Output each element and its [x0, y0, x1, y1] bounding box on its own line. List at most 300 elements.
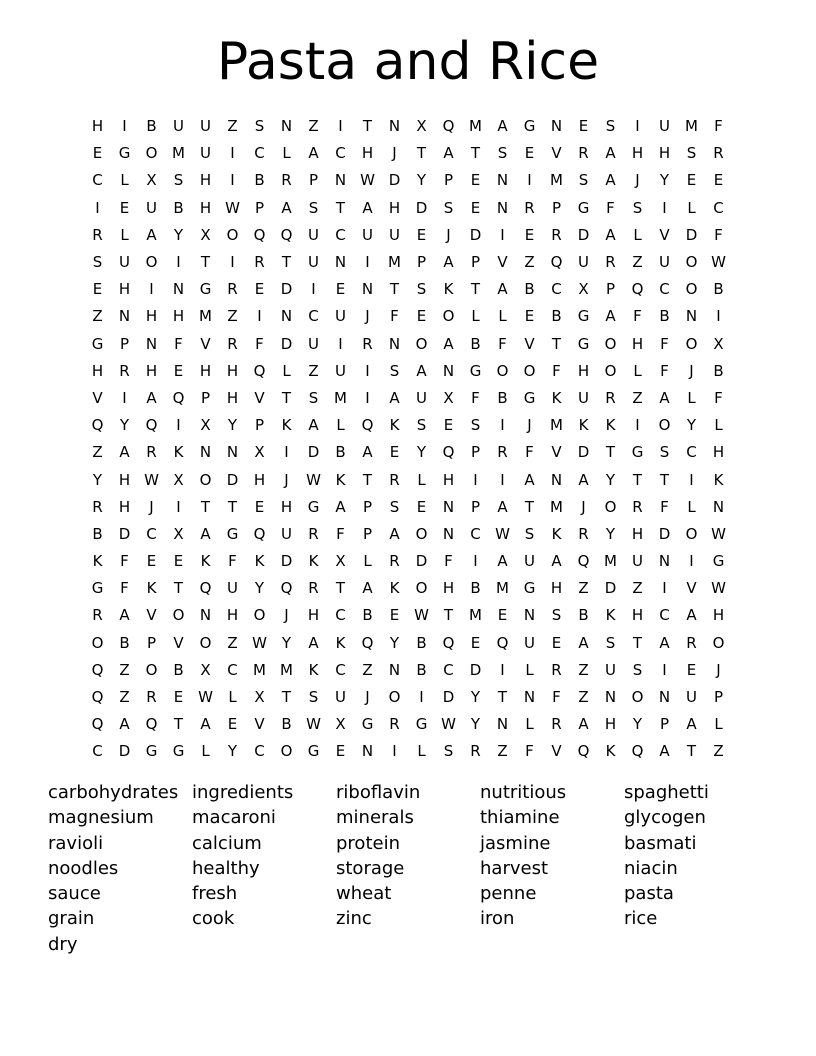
grid-letter: A	[443, 334, 454, 353]
grid-letter: K	[551, 388, 562, 407]
grid-letter: Q	[631, 742, 644, 761]
grid-letter: R	[389, 552, 400, 571]
grid-letter: K	[335, 470, 346, 489]
word-list-item: ingredients	[192, 782, 294, 803]
grid-letter: I	[149, 280, 154, 299]
grid-letter: N	[550, 117, 563, 136]
grid-letter: X	[578, 280, 589, 299]
word-search-grid	[84, 113, 732, 766]
grid-letter: E	[146, 552, 157, 571]
grid-letter: I	[662, 198, 667, 217]
grid-letter: U	[659, 253, 670, 272]
grid-letter: D	[415, 198, 428, 217]
grid-letter: B	[335, 443, 346, 462]
grid-letter: S	[389, 361, 400, 380]
grid-letter: C	[308, 307, 319, 326]
grid-letter: R	[389, 715, 400, 734]
grid-letter: F	[228, 552, 237, 571]
grid-letter: X	[200, 416, 211, 435]
grid-letter: I	[365, 253, 370, 272]
grid-letter: R	[686, 633, 697, 652]
grid-letter: Y	[92, 470, 103, 489]
grid-letter: G	[91, 334, 104, 353]
grid-letter: A	[524, 470, 535, 489]
grid-letter: Y	[281, 633, 292, 652]
grid-letter: M	[469, 117, 482, 136]
grid-letter: H	[145, 307, 158, 326]
grid-letter: J	[284, 606, 289, 625]
grid-letter: O	[145, 144, 158, 163]
grid-letter: E	[686, 171, 697, 190]
grid-letter: U	[335, 361, 346, 380]
grid-letter: O	[658, 416, 671, 435]
grid-letter: I	[230, 253, 235, 272]
grid-letter: T	[281, 388, 292, 407]
grid-letter: I	[419, 688, 424, 707]
grid-letter: E	[227, 715, 238, 734]
grid-letter: R	[92, 606, 103, 625]
grid-row	[84, 249, 732, 276]
grid-letter: J	[365, 307, 370, 326]
grid-letter: F	[120, 552, 129, 571]
grid-letter: T	[200, 497, 211, 516]
grid-row	[84, 521, 732, 548]
grid-letter: L	[120, 171, 129, 190]
grid-letter: L	[687, 497, 696, 516]
grid-letter: S	[173, 171, 184, 190]
grid-letter: O	[442, 307, 455, 326]
grid-letter: A	[389, 388, 400, 407]
grid-letter: P	[254, 198, 265, 217]
grid-letter: U	[389, 225, 400, 244]
grid-letter: I	[257, 307, 262, 326]
grid-letter: A	[389, 524, 400, 543]
grid-letter: C	[713, 198, 724, 217]
grid-letter: A	[119, 443, 130, 462]
grid-letter: Z	[524, 253, 535, 272]
grid-letter: I	[311, 280, 316, 299]
grid-letter: H	[118, 280, 131, 299]
grid-letter: H	[631, 606, 644, 625]
grid-letter: Q	[91, 715, 104, 734]
word-list-item: grain	[48, 908, 95, 930]
word-list-item: macaroni	[192, 807, 276, 829]
grid-letter: T	[659, 470, 670, 489]
grid-letter: U	[227, 579, 238, 598]
grid-letter: H	[631, 144, 644, 163]
grid-letter: M	[685, 117, 698, 136]
grid-letter: I	[365, 388, 370, 407]
grid-letter: R	[362, 334, 373, 353]
grid-letter: A	[362, 198, 373, 217]
grid-letter: B	[119, 633, 130, 652]
grid-letter: G	[577, 334, 590, 353]
grid-letter: H	[226, 361, 239, 380]
grid-letter: C	[443, 660, 454, 679]
grid-letter: G	[307, 742, 320, 761]
grid-letter: H	[712, 443, 725, 462]
grid-letter: T	[605, 443, 616, 462]
grid-letter: N	[199, 443, 212, 462]
grid-letter: O	[604, 334, 617, 353]
grid-row	[84, 140, 732, 167]
grid-letter: W	[306, 715, 321, 734]
grid-letter: P	[200, 388, 211, 407]
grid-letter: V	[173, 633, 184, 652]
grid-letter: X	[335, 552, 346, 571]
grid-letter: L	[633, 225, 642, 244]
grid-letter: U	[686, 688, 697, 707]
grid-letter: F	[552, 361, 561, 380]
grid-letter: V	[146, 606, 157, 625]
grid-letter: W	[198, 688, 213, 707]
grid-letter: R	[92, 497, 103, 516]
grid-letter: P	[416, 253, 427, 272]
grid-letter: D	[118, 524, 131, 543]
grid-row	[84, 358, 732, 385]
grid-letter: I	[122, 388, 127, 407]
grid-letter: I	[284, 443, 289, 462]
word-list-item: niacin	[624, 857, 678, 879]
grid-letter: R	[605, 253, 616, 272]
grid-letter: N	[523, 688, 536, 707]
grid-letter: H	[361, 144, 374, 163]
word-list-item: pasta	[624, 883, 674, 905]
grid-letter: Q	[577, 742, 590, 761]
grid-letter: I	[500, 416, 505, 435]
grid-letter: S	[686, 144, 697, 163]
grid-letter: E	[443, 416, 454, 435]
grid-letter: E	[173, 361, 184, 380]
grid-letter: H	[280, 497, 293, 516]
grid-letter: R	[713, 144, 724, 163]
grid-letter: A	[308, 416, 319, 435]
grid-letter: N	[658, 552, 671, 571]
grid-letter: B	[659, 307, 670, 326]
grid-letter: A	[686, 715, 697, 734]
grid-letter: N	[388, 660, 401, 679]
grid-letter: N	[388, 117, 401, 136]
grid-row	[84, 494, 732, 521]
grid-letter: H	[307, 606, 320, 625]
grid-letter: C	[335, 144, 346, 163]
word-list	[48, 780, 788, 957]
grid-letter: T	[335, 579, 346, 598]
grid-letter: G	[523, 579, 536, 598]
grid-letter: G	[523, 388, 536, 407]
grid-letter: L	[714, 416, 723, 435]
grid-letter: M	[550, 497, 563, 516]
grid-letter: V	[254, 715, 265, 734]
grid-letter: D	[226, 470, 239, 489]
grid-letter: N	[550, 470, 563, 489]
grid-letter: R	[632, 497, 643, 516]
grid-letter: O	[199, 470, 212, 489]
grid-letter: O	[415, 579, 428, 598]
grid-letter: R	[308, 579, 319, 598]
grid-letter: A	[497, 117, 508, 136]
grid-letter: U	[632, 552, 643, 571]
grid-letter: Q	[361, 633, 374, 652]
grid-letter: Y	[605, 524, 616, 543]
grid-letter: C	[335, 606, 346, 625]
grid-letter: H	[550, 579, 563, 598]
grid-letter: P	[443, 171, 454, 190]
grid-letter: O	[415, 334, 428, 353]
grid-letter: N	[280, 117, 293, 136]
grid-letter: S	[308, 388, 319, 407]
grid-letter: C	[335, 225, 346, 244]
grid-letter: N	[523, 606, 536, 625]
grid-letter: E	[173, 688, 184, 707]
grid-letter: U	[308, 225, 319, 244]
word-list-item: nutritious	[480, 782, 567, 803]
grid-letter: A	[605, 171, 616, 190]
grid-letter: R	[227, 280, 238, 299]
grid-letter: O	[145, 660, 158, 679]
grid-letter: N	[496, 715, 509, 734]
word-list-item: wheat	[336, 883, 392, 905]
grid-letter: S	[416, 280, 427, 299]
grid-letter: F	[660, 361, 669, 380]
word-list-item: calcium	[192, 832, 262, 854]
grid-letter: N	[199, 606, 212, 625]
grid-letter: A	[443, 253, 454, 272]
grid-letter: S	[605, 633, 616, 652]
grid-letter: F	[498, 334, 507, 353]
grid-letter: A	[200, 715, 211, 734]
grid-letter: Y	[605, 470, 616, 489]
grid-letter: O	[604, 497, 617, 516]
grid-letter: N	[496, 198, 509, 217]
grid-letter: S	[605, 117, 616, 136]
grid-letter: I	[365, 361, 370, 380]
grid-letter: I	[338, 334, 343, 353]
grid-letter: A	[497, 280, 508, 299]
grid-letter: H	[226, 388, 239, 407]
grid-letter: G	[469, 361, 482, 380]
grid-letter: W	[252, 633, 267, 652]
grid-letter: D	[658, 524, 671, 543]
grid-letter: X	[146, 171, 157, 190]
word-list-item: thiamine	[480, 807, 560, 829]
grid-letter: G	[631, 443, 644, 462]
grid-letter: V	[524, 334, 535, 353]
grid-letter: U	[524, 633, 535, 652]
grid-letter: U	[335, 307, 346, 326]
word-list-item: noodles	[48, 857, 119, 879]
grid-letter: O	[523, 361, 536, 380]
page-title: Pasta and Rice	[216, 32, 600, 92]
grid-letter: V	[92, 388, 103, 407]
grid-letter: E	[254, 280, 265, 299]
grid-letter: H	[388, 198, 401, 217]
grid-letter: Z	[497, 742, 508, 761]
grid-letter: F	[525, 443, 534, 462]
grid-letter: P	[146, 633, 157, 652]
grid-letter: L	[201, 742, 210, 761]
grid-letter: Z	[578, 660, 589, 679]
grid-letter: A	[497, 497, 508, 516]
grid-letter: Q	[172, 388, 185, 407]
grid-letter: P	[308, 171, 319, 190]
grid-letter: R	[308, 524, 319, 543]
grid-letter: A	[497, 552, 508, 571]
grid-letter: N	[145, 334, 158, 353]
grid-letter: P	[362, 524, 373, 543]
grid-row	[84, 684, 732, 711]
grid-letter: E	[713, 171, 724, 190]
grid-letter: P	[362, 497, 373, 516]
grid-letter: Z	[632, 253, 643, 272]
grid-letter: Z	[92, 443, 103, 462]
grid-letter: U	[173, 117, 184, 136]
grid-letter: H	[712, 606, 725, 625]
grid-letter: L	[525, 660, 534, 679]
grid-letter: B	[713, 361, 724, 380]
grid-letter: T	[632, 633, 643, 652]
grid-letter: B	[713, 280, 724, 299]
grid-letter: U	[605, 660, 616, 679]
grid-letter: V	[686, 579, 697, 598]
grid-letter: Z	[227, 117, 238, 136]
grid-letter: T	[362, 470, 373, 489]
word-list-item: glycogen	[624, 807, 706, 829]
grid-letter: L	[687, 388, 696, 407]
grid-letter: J	[527, 416, 532, 435]
grid-letter: K	[146, 579, 157, 598]
grid-letter: Y	[632, 715, 643, 734]
grid-letter: X	[173, 470, 184, 489]
grid-letter: R	[146, 443, 157, 462]
grid-letter: B	[254, 171, 265, 190]
grid-letter: K	[389, 416, 400, 435]
grid-letter: D	[604, 579, 617, 598]
grid-letter: P	[470, 443, 481, 462]
grid-letter: E	[92, 144, 103, 163]
grid-letter: Z	[578, 688, 589, 707]
grid-letter: I	[662, 660, 667, 679]
grid-letter: K	[308, 552, 319, 571]
grid-letter: L	[417, 742, 426, 761]
grid-letter: V	[497, 253, 508, 272]
grid-letter: P	[713, 688, 724, 707]
grid-letter: W	[711, 524, 726, 543]
grid-letter: A	[659, 633, 670, 652]
grid-letter: W	[144, 470, 159, 489]
grid-letter: H	[577, 361, 590, 380]
grid-letter: K	[281, 416, 292, 435]
grid-letter: H	[442, 470, 455, 489]
grid-letter: W	[441, 715, 456, 734]
grid-letter: R	[470, 742, 481, 761]
grid-letter: C	[335, 660, 346, 679]
grid-letter: V	[254, 388, 265, 407]
grid-letter: N	[226, 443, 239, 462]
grid-letter: B	[146, 117, 157, 136]
grid-letter: N	[361, 280, 374, 299]
grid-letter: F	[471, 388, 480, 407]
grid-letter: I	[635, 117, 640, 136]
grid-letter: O	[172, 606, 185, 625]
grid-letter: P	[605, 280, 616, 299]
grid-letter: K	[254, 552, 265, 571]
grid-letter: K	[308, 660, 319, 679]
grid-letter: W	[225, 198, 240, 217]
grid-letter: T	[416, 144, 427, 163]
grid-letter: M	[550, 171, 563, 190]
grid-letter: X	[254, 443, 265, 462]
grid-letter: K	[389, 579, 400, 598]
word-list-item: ravioli	[48, 832, 104, 854]
grid-letter: E	[254, 497, 265, 516]
grid-letter: A	[578, 715, 589, 734]
grid-letter: H	[91, 361, 104, 380]
grid-letter: V	[551, 443, 562, 462]
grid-row	[84, 303, 732, 330]
grid-letter: M	[172, 144, 185, 163]
grid-letter: Q	[442, 117, 455, 136]
grid-letter: Z	[119, 688, 130, 707]
grid-letter: P	[551, 198, 562, 217]
grid-letter: K	[551, 524, 562, 543]
grid-letter: B	[92, 524, 103, 543]
grid-letter: T	[470, 144, 481, 163]
grid-letter: P	[119, 334, 130, 353]
grid-letter: C	[659, 280, 670, 299]
grid-letter: U	[308, 253, 319, 272]
grid-letter: O	[388, 688, 401, 707]
grid-letter: S	[416, 416, 427, 435]
grid-row	[84, 738, 732, 765]
grid-letter: E	[173, 552, 184, 571]
grid-letter: L	[525, 715, 534, 734]
grid-letter: Y	[389, 633, 400, 652]
grid-letter: R	[281, 171, 292, 190]
grid-letter: A	[362, 579, 373, 598]
grid-letter: Y	[227, 416, 238, 435]
grid-letter: G	[577, 198, 590, 217]
grid-letter: R	[551, 715, 562, 734]
grid-letter: N	[685, 307, 698, 326]
grid-letter: H	[604, 715, 617, 734]
grid-row	[84, 439, 732, 466]
grid-letter: B	[578, 606, 589, 625]
grid-letter: Z	[632, 579, 643, 598]
grid-letter: E	[470, 171, 481, 190]
grid-letter: X	[200, 225, 211, 244]
grid-letter: H	[253, 470, 266, 489]
grid-letter: D	[280, 280, 293, 299]
grid-letter: T	[200, 253, 211, 272]
grid-letter: N	[118, 307, 131, 326]
grid-letter: O	[415, 524, 428, 543]
grid-letter: Y	[416, 171, 427, 190]
grid-letter: P	[659, 715, 670, 734]
grid-letter: Y	[659, 171, 670, 190]
grid-letter: I	[230, 144, 235, 163]
grid-row	[84, 195, 732, 222]
grid-letter: F	[390, 307, 399, 326]
grid-letter: X	[254, 688, 265, 707]
grid-letter: D	[118, 742, 131, 761]
grid-letter: E	[524, 225, 535, 244]
grid-letter: B	[362, 606, 373, 625]
grid-letter: R	[551, 225, 562, 244]
grid-letter: O	[604, 361, 617, 380]
grid-letter: Q	[91, 416, 104, 435]
grid-letter: A	[659, 742, 670, 761]
